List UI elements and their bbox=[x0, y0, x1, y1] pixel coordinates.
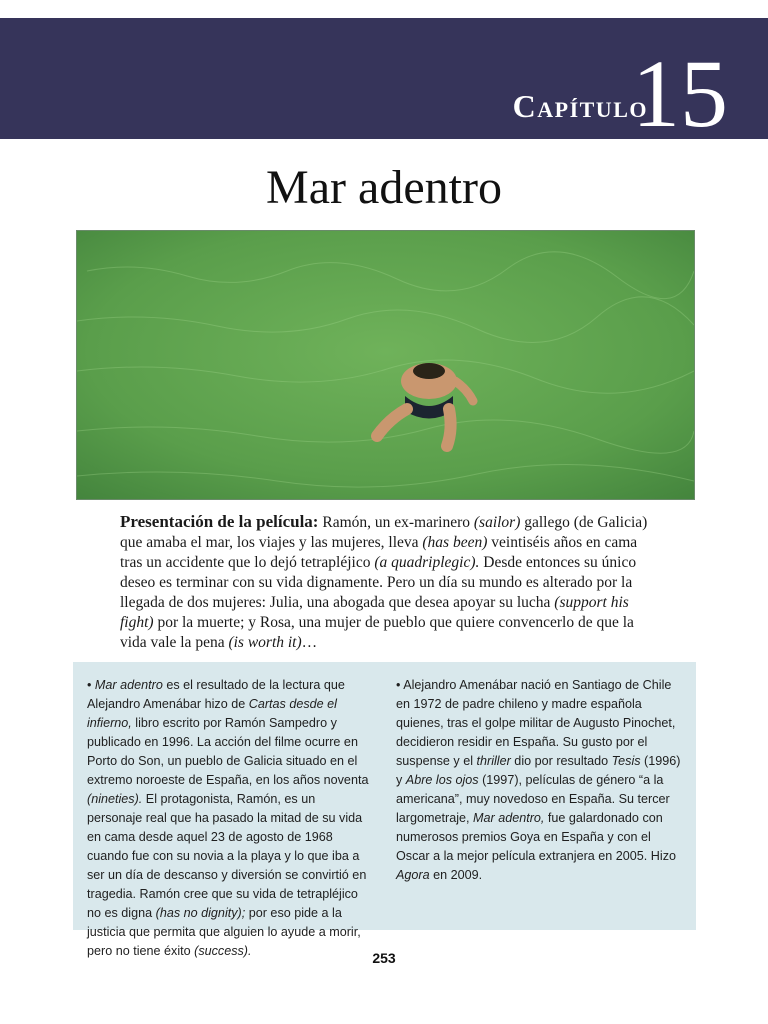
info-italic: (success). bbox=[194, 944, 252, 958]
info-paragraph-film bbox=[87, 676, 372, 961]
page-number: 253 bbox=[372, 950, 396, 966]
film-still-photo bbox=[76, 230, 695, 500]
page-title: Mar adentro bbox=[266, 161, 502, 214]
synopsis-text: … bbox=[301, 634, 318, 651]
info-text: El protagonista, Ramón, es un personaje real que ha pasado la mitad de su vida en cama desde aquel 23 de agosto de 1968 cuando fue con su novia a la playa y lo que iba a ser un día de descanso y diversión se convirtió en tragedia. Ramón cree que su vida de tetrapléjico no es digna bbox=[87, 792, 367, 920]
synopsis-text: veintiséis años en cama tras un accidente que lo dejó tetrapléjico bbox=[120, 534, 638, 571]
info-italic: Abre los ojos bbox=[405, 773, 479, 787]
chapter-number: 15 bbox=[632, 40, 728, 147]
info-column-left bbox=[87, 676, 372, 967]
info-text: dio por resultado bbox=[510, 754, 612, 768]
info-text: (1996) y bbox=[396, 754, 681, 787]
info-italic: (has no dignity); bbox=[155, 906, 246, 920]
film-synopsis bbox=[120, 512, 660, 653]
info-text: • bbox=[87, 678, 95, 692]
info-italic: thriller bbox=[476, 754, 511, 768]
synopsis-lead: Presentación de la película: bbox=[120, 512, 319, 531]
info-text: en 2009. bbox=[429, 868, 483, 882]
synopsis-text: por la muerte; y Rosa, una mujer de pueblo que quiere convencerlo de que la vida vale la pena bbox=[120, 614, 634, 651]
synopsis-text: Ramón, un ex-marinero bbox=[318, 514, 474, 531]
info-paragraph-director bbox=[396, 676, 681, 885]
info-text: libro escrito por Ramón Sampedro y publicado en 1996. La acción del filme ocurre en Porto do Son, un pueblo de Galicia situado en el extremo noroeste de España, en los años noventa bbox=[87, 716, 369, 787]
info-italic: Mar adentro bbox=[94, 678, 163, 692]
info-italic: Mar adentro, bbox=[473, 811, 545, 825]
synopsis-gloss: (sailor) bbox=[473, 514, 521, 531]
info-text: (1997), películas de género “a la americana”, muy novedoso en España. Su tercer largometraje, bbox=[396, 773, 670, 825]
info-text: fue galardonado con numerosos premios Goya en España y con el Oscar a la mejor película extranjera en 2005. Hizo bbox=[396, 811, 677, 863]
chapter-header-band bbox=[0, 18, 768, 147]
info-italic: Agora bbox=[396, 868, 430, 882]
info-text: por eso pide a la justicia que permita que alguien lo ayude a morir, pero no tiene éxito bbox=[87, 906, 361, 958]
synopsis-gloss: (has been) bbox=[422, 534, 488, 551]
info-text: es el resultado de la lectura que Alejandro Amenábar hizo de bbox=[87, 678, 345, 711]
info-italic: (nineties). bbox=[87, 792, 143, 806]
synopsis-text: gallego (de Galicia) que amaba el mar, los viajes y las mujeres, lleva bbox=[120, 514, 648, 551]
synopsis-gloss: (a quadriplegic). bbox=[374, 554, 480, 571]
chapter-label: Capítulo bbox=[512, 88, 648, 124]
synopsis-text: Desde entonces su único deseo es terminar con su vida dignamente. Pero un día su mundo es alterado por la llegada de dos mujeres: Julia, una abogada que desea apoyar su lucha bbox=[120, 554, 637, 611]
synopsis-gloss: (is worth it) bbox=[228, 634, 302, 651]
info-text: • Alejandro Amenábar nació en Santiago de Chile en 1972 de padre chileno y madre española quienes, tras el golpe militar de Augusto Pinochet, decidieron residir en España. Su gusto por el suspense y el bbox=[396, 678, 676, 768]
info-column-right bbox=[396, 676, 681, 891]
info-italic: Tesis bbox=[611, 754, 641, 768]
synopsis-gloss: (support his fight) bbox=[120, 594, 629, 631]
info-italic: Cartas desde el infierno, bbox=[87, 697, 337, 730]
